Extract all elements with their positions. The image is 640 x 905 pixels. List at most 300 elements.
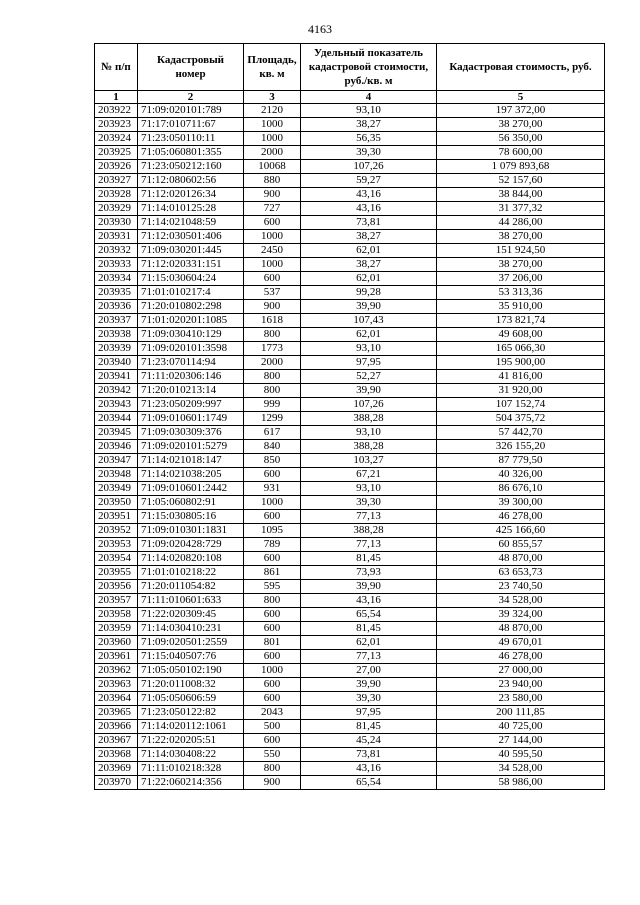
- area-value: 931: [244, 482, 301, 496]
- cadastral-number: 71:01:010218:22: [138, 566, 244, 580]
- unit-value: 97,95: [301, 706, 437, 720]
- unit-value: 77,13: [301, 538, 437, 552]
- cadastral-value: 173 821,74: [437, 314, 605, 328]
- unit-value: 38,27: [301, 118, 437, 132]
- cadastral-number: 71:12:020126:34: [138, 188, 244, 202]
- unit-value: 388,28: [301, 440, 437, 454]
- area-value: 801: [244, 636, 301, 650]
- unit-value: 107,26: [301, 398, 437, 412]
- table-row: [95, 622, 605, 636]
- row-index: 203941: [95, 370, 138, 384]
- cadastral-number: 71:14:021018:147: [138, 454, 244, 468]
- unit-value: 93,10: [301, 482, 437, 496]
- area-value: 2000: [244, 356, 301, 370]
- table-row: [95, 146, 605, 160]
- row-index: 203938: [95, 328, 138, 342]
- area-value: 880: [244, 174, 301, 188]
- table-row: [95, 104, 605, 118]
- cadastral-value: 49 670,01: [437, 636, 605, 650]
- row-index: 203968: [95, 748, 138, 762]
- area-value: 2120: [244, 104, 301, 118]
- cadastral-value: 38 270,00: [437, 258, 605, 272]
- row-index: 203923: [95, 118, 138, 132]
- cadastral-number: 71:15:030604:24: [138, 272, 244, 286]
- row-index: 203951: [95, 510, 138, 524]
- table-row: [95, 706, 605, 720]
- cadastral-number: 71:23:050212:160: [138, 160, 244, 174]
- cadastral-number: 71:09:020101:5279: [138, 440, 244, 454]
- unit-value: 77,13: [301, 510, 437, 524]
- cadastral-number: 71:23:050122:82: [138, 706, 244, 720]
- cadastral-number: 71:12:080602:56: [138, 174, 244, 188]
- table-row: [95, 230, 605, 244]
- table-row: [95, 538, 605, 552]
- cadastral-number: 71:14:020820:108: [138, 552, 244, 566]
- unit-value: 107,43: [301, 314, 437, 328]
- cadastral-number: 71:22:020205:51: [138, 734, 244, 748]
- table-row: [95, 552, 605, 566]
- row-index: 203940: [95, 356, 138, 370]
- table-row: [95, 188, 605, 202]
- unit-value: 39,90: [301, 300, 437, 314]
- cadastral-number: 71:15:030805:16: [138, 510, 244, 524]
- cadastral-number: 71:14:021048:59: [138, 216, 244, 230]
- unit-value: 39,90: [301, 580, 437, 594]
- area-value: 789: [244, 538, 301, 552]
- table-row: [95, 510, 605, 524]
- cadastral-number: 71:23:070114:94: [138, 356, 244, 370]
- unit-value: 93,10: [301, 342, 437, 356]
- row-index: 203937: [95, 314, 138, 328]
- cadastral-value: 46 278,00: [437, 510, 605, 524]
- area-value: 800: [244, 328, 301, 342]
- unit-value: 73,93: [301, 566, 437, 580]
- row-index: 203949: [95, 482, 138, 496]
- table-row: [95, 216, 605, 230]
- row-index: 203928: [95, 188, 138, 202]
- table-row: [95, 384, 605, 398]
- area-value: 800: [244, 370, 301, 384]
- cadastral-value: 27 000,00: [437, 664, 605, 678]
- row-index: 203942: [95, 384, 138, 398]
- cadastral-number: 71:05:060801:355: [138, 146, 244, 160]
- cadastral-value: 195 900,00: [437, 356, 605, 370]
- cadastral-value: 1 079 893,68: [437, 160, 605, 174]
- area-value: 800: [244, 762, 301, 776]
- cadastral-number: 71:14:030410:231: [138, 622, 244, 636]
- unit-value: 56,35: [301, 132, 437, 146]
- row-index: 203961: [95, 650, 138, 664]
- header-cadastral-value: Кадастровая стоимость, руб.: [437, 44, 605, 91]
- table-row: [95, 580, 605, 594]
- cadastral-value: 38 270,00: [437, 118, 605, 132]
- area-value: 1000: [244, 132, 301, 146]
- table-row: [95, 454, 605, 468]
- table-row: [95, 636, 605, 650]
- area-value: 800: [244, 384, 301, 398]
- cadastral-number: 71:05:050606:59: [138, 692, 244, 706]
- cadastral-value: 107 152,74: [437, 398, 605, 412]
- area-value: 500: [244, 720, 301, 734]
- table-row: [95, 300, 605, 314]
- unit-value: 93,10: [301, 426, 437, 440]
- cadastral-value: 35 910,00: [437, 300, 605, 314]
- unit-value: 43,16: [301, 188, 437, 202]
- unit-value: 103,27: [301, 454, 437, 468]
- cadastral-value: 87 779,50: [437, 454, 605, 468]
- cadastral-number: 71:20:011054:82: [138, 580, 244, 594]
- cadastral-number: 71:05:060802:91: [138, 496, 244, 510]
- row-index: 203933: [95, 258, 138, 272]
- area-value: 600: [244, 272, 301, 286]
- row-index: 203927: [95, 174, 138, 188]
- unit-value: 81,45: [301, 720, 437, 734]
- cadastral-number: 71:09:020101:789: [138, 104, 244, 118]
- table-row: [95, 398, 605, 412]
- cadastral-value: 49 608,00: [437, 328, 605, 342]
- row-index: 203950: [95, 496, 138, 510]
- cadastral-value: 78 600,00: [437, 146, 605, 160]
- unit-value: 73,81: [301, 216, 437, 230]
- row-index: 203932: [95, 244, 138, 258]
- table-row: [95, 426, 605, 440]
- table-row: [95, 678, 605, 692]
- unit-value: 38,27: [301, 230, 437, 244]
- cadastral-number: 71:14:021038:205: [138, 468, 244, 482]
- table-row: [95, 160, 605, 174]
- unit-value: 62,01: [301, 272, 437, 286]
- row-index: 203945: [95, 426, 138, 440]
- cadastral-value: 52 157,60: [437, 174, 605, 188]
- cadastral-table: [94, 43, 605, 790]
- unit-value: 388,28: [301, 412, 437, 426]
- area-value: 2000: [244, 146, 301, 160]
- table-row: [95, 650, 605, 664]
- area-value: 600: [244, 510, 301, 524]
- cadastral-value: 40 326,00: [437, 468, 605, 482]
- unit-value: 39,90: [301, 384, 437, 398]
- unit-value: 97,95: [301, 356, 437, 370]
- unit-value: 65,54: [301, 776, 437, 790]
- header-index: № п/п: [95, 44, 138, 91]
- row-index: 203963: [95, 678, 138, 692]
- unit-value: 388,28: [301, 524, 437, 538]
- unit-value: 67,21: [301, 468, 437, 482]
- unit-value: 45,24: [301, 734, 437, 748]
- unit-value: 43,16: [301, 202, 437, 216]
- area-value: 727: [244, 202, 301, 216]
- row-index: 203936: [95, 300, 138, 314]
- cadastral-number: 71:05:050102:190: [138, 664, 244, 678]
- row-index: 203930: [95, 216, 138, 230]
- cadastral-value: 63 653,73: [437, 566, 605, 580]
- header-unit-value: Удельный показатель кадастровой стоимости, руб./кв. м: [301, 44, 437, 91]
- table-row: [95, 356, 605, 370]
- table-row: [95, 314, 605, 328]
- area-value: 840: [244, 440, 301, 454]
- unit-value: 39,30: [301, 146, 437, 160]
- row-index: 203944: [95, 412, 138, 426]
- area-value: 1000: [244, 496, 301, 510]
- row-index: 203965: [95, 706, 138, 720]
- area-value: 1095: [244, 524, 301, 538]
- cadastral-value: 46 278,00: [437, 650, 605, 664]
- cadastral-value: 326 155,20: [437, 440, 605, 454]
- cadastral-value: 57 442,70: [437, 426, 605, 440]
- unit-value: 107,26: [301, 160, 437, 174]
- unit-value: 38,27: [301, 258, 437, 272]
- area-value: 600: [244, 216, 301, 230]
- cadastral-value: 27 144,00: [437, 734, 605, 748]
- area-value: 600: [244, 678, 301, 692]
- row-index: 203953: [95, 538, 138, 552]
- table-row: [95, 496, 605, 510]
- unit-value: 39,90: [301, 678, 437, 692]
- table-row: [95, 272, 605, 286]
- area-value: 1618: [244, 314, 301, 328]
- area-value: 900: [244, 188, 301, 202]
- cadastral-number: 71:09:010601:2442: [138, 482, 244, 496]
- table-row: [95, 440, 605, 454]
- unit-value: 52,27: [301, 370, 437, 384]
- area-value: 1000: [244, 664, 301, 678]
- table-row: [95, 118, 605, 132]
- header-cadastral-number: Кадастровый номер: [138, 44, 244, 91]
- cadastral-number: 71:11:010601:633: [138, 594, 244, 608]
- cadastral-number: 71:20:010213:14: [138, 384, 244, 398]
- cadastral-number: 71:14:020112:1061: [138, 720, 244, 734]
- unit-value: 65,54: [301, 608, 437, 622]
- unit-value: 81,45: [301, 622, 437, 636]
- cadastral-number: 71:15:040507:76: [138, 650, 244, 664]
- cadastral-value: 23 740,50: [437, 580, 605, 594]
- row-index: 203967: [95, 734, 138, 748]
- cadastral-number: 71:22:060214:356: [138, 776, 244, 790]
- unit-value: 43,16: [301, 762, 437, 776]
- cadastral-value: 58 986,00: [437, 776, 605, 790]
- table-row: [95, 566, 605, 580]
- cadastral-number: 71:09:030201:445: [138, 244, 244, 258]
- cadastral-number: 71:17:010711:67: [138, 118, 244, 132]
- row-index: 203931: [95, 230, 138, 244]
- area-value: 10068: [244, 160, 301, 174]
- area-value: 600: [244, 608, 301, 622]
- row-index: 203959: [95, 622, 138, 636]
- unit-value: 27,00: [301, 664, 437, 678]
- unit-value: 81,45: [301, 552, 437, 566]
- table-row: [95, 776, 605, 790]
- cadastral-value: 41 816,00: [437, 370, 605, 384]
- row-index: 203922: [95, 104, 138, 118]
- cadastral-value: 40 595,50: [437, 748, 605, 762]
- row-index: 203943: [95, 398, 138, 412]
- cadastral-value: 60 855,57: [437, 538, 605, 552]
- area-value: 861: [244, 566, 301, 580]
- cadastral-number: 71:12:030501:406: [138, 230, 244, 244]
- area-value: 1773: [244, 342, 301, 356]
- table-row: [95, 524, 605, 538]
- row-index: 203962: [95, 664, 138, 678]
- cadastral-value: 48 870,00: [437, 552, 605, 566]
- cadastral-value: 40 725,00: [437, 720, 605, 734]
- area-value: 550: [244, 748, 301, 762]
- table-row: [95, 328, 605, 342]
- row-index: 203960: [95, 636, 138, 650]
- unit-value: 39,30: [301, 692, 437, 706]
- row-index: 203956: [95, 580, 138, 594]
- area-value: 999: [244, 398, 301, 412]
- cadastral-number: 71:23:050110:11: [138, 132, 244, 146]
- cadastral-value: 86 676,10: [437, 482, 605, 496]
- area-value: 1000: [244, 230, 301, 244]
- cadastral-number: 71:09:010301:1831: [138, 524, 244, 538]
- cadastral-number: 71:11:020306:146: [138, 370, 244, 384]
- cadastral-value: 31 377,32: [437, 202, 605, 216]
- column-number: 1: [95, 91, 138, 104]
- table-row: [95, 664, 605, 678]
- cadastral-number: 71:23:050209:997: [138, 398, 244, 412]
- row-index: 203946: [95, 440, 138, 454]
- row-index: 203939: [95, 342, 138, 356]
- area-value: 600: [244, 468, 301, 482]
- unit-value: 43,16: [301, 594, 437, 608]
- cadastral-number: 71:09:030309:376: [138, 426, 244, 440]
- table-row: [95, 720, 605, 734]
- table-row: [95, 342, 605, 356]
- cadastral-value: 39 300,00: [437, 496, 605, 510]
- area-value: 600: [244, 734, 301, 748]
- cadastral-value: 425 166,60: [437, 524, 605, 538]
- row-index: 203925: [95, 146, 138, 160]
- cadastral-value: 48 870,00: [437, 622, 605, 636]
- row-index: 203924: [95, 132, 138, 146]
- cadastral-number: 71:01:020201:1085: [138, 314, 244, 328]
- area-value: 617: [244, 426, 301, 440]
- cadastral-value: 23 580,00: [437, 692, 605, 706]
- cadastral-number: 71:20:011008:32: [138, 678, 244, 692]
- cadastral-number: 71:20:010802:298: [138, 300, 244, 314]
- table-row: [95, 258, 605, 272]
- unit-value: 62,01: [301, 636, 437, 650]
- area-value: 600: [244, 650, 301, 664]
- area-value: 1000: [244, 258, 301, 272]
- cadastral-value: 38 270,00: [437, 230, 605, 244]
- column-number: 3: [244, 91, 301, 104]
- table-row: [95, 762, 605, 776]
- unit-value: 62,01: [301, 244, 437, 258]
- area-value: 600: [244, 622, 301, 636]
- unit-value: 62,01: [301, 328, 437, 342]
- page-number: 4163: [308, 22, 332, 36]
- unit-value: 77,13: [301, 650, 437, 664]
- cadastral-value: 34 528,00: [437, 594, 605, 608]
- cadastral-number: 71:22:020309:45: [138, 608, 244, 622]
- column-number: 5: [437, 91, 605, 104]
- area-value: 850: [244, 454, 301, 468]
- unit-value: 99,28: [301, 286, 437, 300]
- unit-value: 73,81: [301, 748, 437, 762]
- table-row: [95, 734, 605, 748]
- table-row: [95, 692, 605, 706]
- cadastral-number: 71:09:020101:3598: [138, 342, 244, 356]
- row-index: 203958: [95, 608, 138, 622]
- row-index: 203954: [95, 552, 138, 566]
- area-value: 2043: [244, 706, 301, 720]
- cadastral-number: 71:12:020331:151: [138, 258, 244, 272]
- unit-value: 39,30: [301, 496, 437, 510]
- row-index: 203948: [95, 468, 138, 482]
- area-value: 1000: [244, 118, 301, 132]
- cadastral-number: 71:14:010125:28: [138, 202, 244, 216]
- cadastral-value: 504 375,72: [437, 412, 605, 426]
- area-value: 595: [244, 580, 301, 594]
- unit-value: 93,10: [301, 104, 437, 118]
- area-value: 900: [244, 300, 301, 314]
- cadastral-value: 39 324,00: [437, 608, 605, 622]
- header-area: Площадь, кв. м: [244, 44, 301, 91]
- row-index: 203957: [95, 594, 138, 608]
- table-row: [95, 286, 605, 300]
- table-header-row: [95, 44, 605, 91]
- cadastral-value: 197 372,00: [437, 104, 605, 118]
- row-index: 203970: [95, 776, 138, 790]
- cadastral-number: 71:14:030408:22: [138, 748, 244, 762]
- row-index: 203969: [95, 762, 138, 776]
- cadastral-value: 44 286,00: [437, 216, 605, 230]
- table-row: [95, 412, 605, 426]
- cadastral-value: 165 066,30: [437, 342, 605, 356]
- area-value: 900: [244, 776, 301, 790]
- table-row: [95, 748, 605, 762]
- row-index: 203964: [95, 692, 138, 706]
- cadastral-number: 71:01:010217:4: [138, 286, 244, 300]
- cadastral-value: 34 528,00: [437, 762, 605, 776]
- row-index: 203952: [95, 524, 138, 538]
- row-index: 203926: [95, 160, 138, 174]
- table-row: [95, 468, 605, 482]
- cadastral-value: 151 924,50: [437, 244, 605, 258]
- row-index: 203947: [95, 454, 138, 468]
- table-row: [95, 174, 605, 188]
- table-row: [95, 608, 605, 622]
- area-value: 600: [244, 552, 301, 566]
- row-index: 203929: [95, 202, 138, 216]
- cadastral-number: 71:09:010601:1749: [138, 412, 244, 426]
- area-value: 2450: [244, 244, 301, 258]
- cadastral-value: 38 844,00: [437, 188, 605, 202]
- column-number: 2: [138, 91, 244, 104]
- cadastral-value: 31 920,00: [437, 384, 605, 398]
- row-index: 203955: [95, 566, 138, 580]
- row-index: 203935: [95, 286, 138, 300]
- cadastral-value: 37 206,00: [437, 272, 605, 286]
- cadastral-number: 71:09:030410:129: [138, 328, 244, 342]
- row-index: 203966: [95, 720, 138, 734]
- table-row: [95, 594, 605, 608]
- area-value: 600: [244, 692, 301, 706]
- unit-value: 59,27: [301, 174, 437, 188]
- table-row: [95, 244, 605, 258]
- cadastral-number: 71:09:020501:2559: [138, 636, 244, 650]
- area-value: 800: [244, 594, 301, 608]
- table-row: [95, 370, 605, 384]
- area-value: 537: [244, 286, 301, 300]
- cadastral-number: 71:11:010218:328: [138, 762, 244, 776]
- area-value: 1299: [244, 412, 301, 426]
- column-number: 4: [301, 91, 437, 104]
- cadastral-value: 23 940,00: [437, 678, 605, 692]
- cadastral-value: 53 313,36: [437, 286, 605, 300]
